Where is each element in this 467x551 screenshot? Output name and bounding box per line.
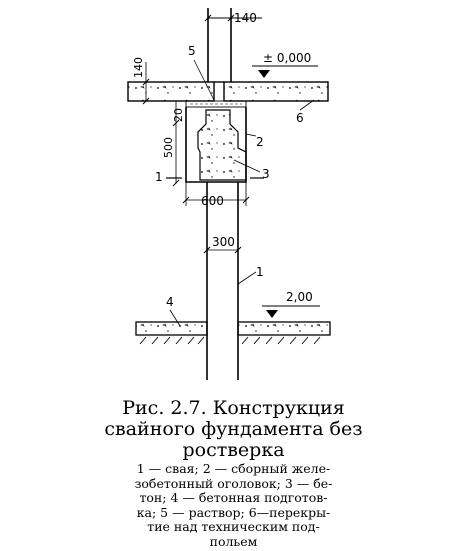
gap-label: 20 bbox=[172, 108, 185, 122]
legend-line: польем bbox=[209, 533, 258, 549]
pile bbox=[207, 182, 238, 380]
top-level-marker bbox=[252, 66, 318, 78]
soil-hatching bbox=[140, 337, 320, 344]
concrete-bedding bbox=[136, 322, 330, 335]
wall-width-label: 140 bbox=[234, 11, 257, 25]
label-5: 5 bbox=[188, 44, 196, 58]
label-6: 6 bbox=[296, 111, 304, 125]
bottom-level-marker bbox=[262, 306, 320, 318]
figure-legend bbox=[0, 462, 467, 549]
leader-1 bbox=[238, 272, 256, 284]
bottom-level-label: 2,00 bbox=[286, 290, 313, 304]
legend-line: тие над техническим под- bbox=[147, 519, 320, 534]
legend-line: ка; 5 — раствор; 6—перекры- bbox=[136, 504, 331, 520]
upper-wall bbox=[208, 8, 231, 82]
legend-line: зобетонный оголовок; 3 — бе- bbox=[134, 475, 333, 491]
label-4: 4 bbox=[166, 295, 174, 309]
leader-2 bbox=[246, 134, 256, 136]
mortar-layer bbox=[186, 101, 246, 107]
legend-line: 1 — свая; 2 — сборный желе- bbox=[136, 461, 331, 476]
top-level-label: ± 0,000 bbox=[263, 51, 312, 65]
cap-height-label: 500 bbox=[162, 137, 175, 158]
figure-title bbox=[0, 398, 467, 461]
figure-title-line: Рис. 2.7. Конструкция bbox=[122, 397, 345, 419]
section-mark-1: 1 bbox=[155, 170, 163, 184]
pile-width-label: 300 bbox=[212, 235, 235, 249]
label-1: 1 bbox=[256, 265, 264, 279]
label-2: 2 bbox=[256, 135, 264, 149]
slab-thickness-label: 140 bbox=[132, 57, 145, 78]
cap-concrete bbox=[198, 110, 246, 180]
figure-title-line: свайного фундамента без bbox=[104, 418, 363, 440]
legend-line: тон; 4 — бетонная подготов- bbox=[139, 490, 328, 505]
figure-title-line: ростверка bbox=[182, 439, 285, 461]
floor-slab bbox=[128, 82, 328, 101]
cap-width-label: 600 bbox=[201, 194, 224, 208]
label-3: 3 bbox=[262, 167, 270, 181]
pile-cap bbox=[186, 107, 246, 182]
